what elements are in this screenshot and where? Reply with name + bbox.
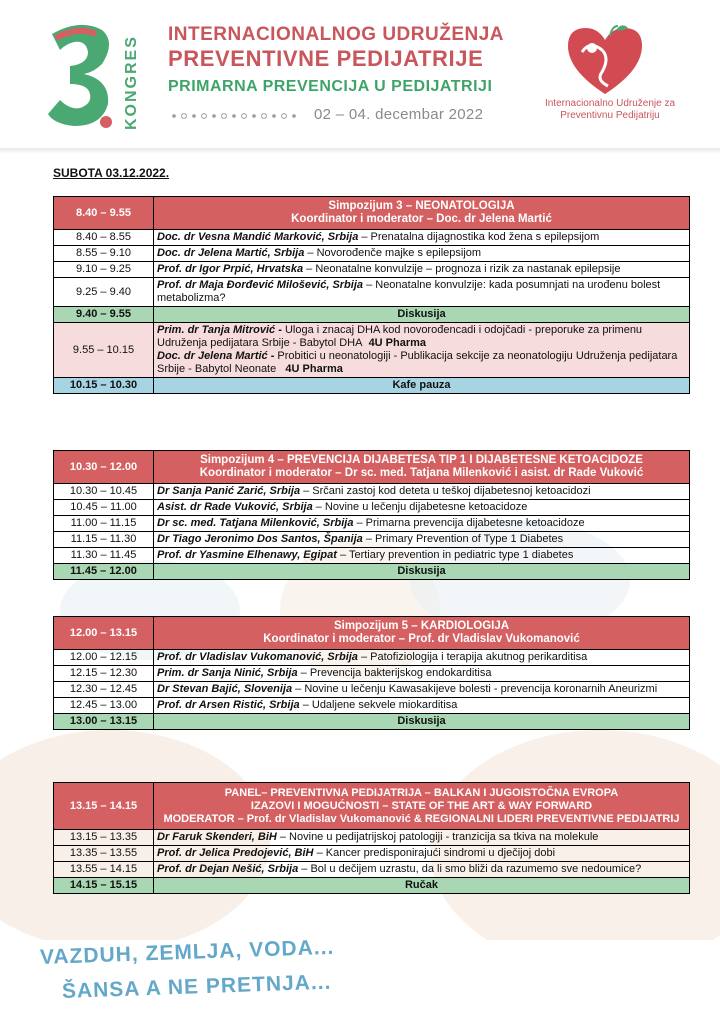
panel-moderator: MODERATOR – Prof. dr Vladislav Vukomanović & REGIONALNI LIDERI PREVENTIVNE PEDIJATRIJ: [163, 812, 680, 825]
symposium-moderator: Koordinator i moderator – Doc. dr Jelena Martić: [291, 213, 552, 225]
row-time: 14.15 – 15.15: [54, 878, 154, 894]
row-lecture: [154, 666, 690, 682]
discussion-row: [54, 714, 690, 730]
block-title: [154, 197, 690, 230]
discussion-row: [54, 564, 690, 580]
row-time: 11.45 – 12.00: [54, 564, 154, 580]
row-lecture: [154, 230, 690, 246]
discussion-row: [54, 307, 690, 323]
topic: – Neonatalne konvulzije: kada posumnjati na urođenu bolest metabolizma?: [157, 279, 661, 304]
table-row: [54, 682, 690, 698]
sponsor-company: 4U Pharma: [285, 363, 343, 375]
association-heart-logo: [562, 22, 648, 98]
symposium-title: Simpozijum 4 – PREVENCIJA DIJABETESA TIP 1 I DIJABETESNE KETOACIDOZE: [200, 454, 643, 466]
sponsor-company: 4U Pharma: [368, 337, 427, 349]
topic: – Tertiary prevention in pediatric type 1 diabetes: [336, 549, 574, 561]
congress-subtitle: PRIMARNA PREVENCIJA U PEDIJATRIJI: [168, 78, 493, 95]
table-row: [54, 698, 690, 714]
block-time: 12.00 – 13.15: [54, 617, 154, 650]
panel-header-row: [54, 783, 690, 830]
table-row: [54, 666, 690, 682]
topic: – Bol u dečijem uzrastu, da li smo bliži da razumemo sve nedoumice?: [298, 863, 642, 875]
topic: – Novine u pedijatrijskoj patologiji - tranzicija sa tkiva na molekule: [276, 831, 599, 843]
row-time: 13.55 – 14.15: [54, 862, 154, 878]
row-lecture: [154, 278, 690, 307]
speaker: Dr Stevan Bajić, Slovenija: [157, 683, 293, 695]
block-time: 13.15 – 14.15: [54, 783, 154, 830]
lunch-row: [54, 878, 690, 894]
break-row: [54, 378, 690, 394]
sponsored-lecture: [157, 324, 686, 350]
congress-dates: 02 – 04. decembar 2022: [314, 106, 484, 123]
discussion-label: Diskusija: [154, 714, 690, 730]
table-row: [54, 278, 690, 307]
discussion-label: Diskusija: [154, 564, 690, 580]
table-row: [54, 262, 690, 278]
row-time: 11.30 – 11.45: [54, 548, 154, 564]
row-time: 12.30 – 12.45: [54, 682, 154, 698]
sponsored-lecture: [157, 350, 686, 376]
congress-title-line1: INTERNACIONALNOG UDRUŽENJA: [168, 24, 504, 45]
topic: – Novine u lečenju Kawasakijeve bolesti - prevencija koronarnih Aneurizmi: [292, 683, 658, 695]
table-row: [54, 484, 690, 500]
discussion-label: Diskusija: [154, 307, 690, 323]
symposium-header-row: [54, 451, 690, 484]
topic: – Prevencija bakterijskog endokarditisa: [297, 667, 492, 679]
table-row: [54, 516, 690, 532]
association-name-line1: Internacionalno Udruženje za: [544, 98, 676, 109]
row-lecture: [154, 650, 690, 666]
topic: – Novine u lečenju dijabetesne ketoacidoze: [312, 501, 528, 513]
row-time: 10.30 – 10.45: [54, 484, 154, 500]
row-lecture: [154, 500, 690, 516]
symposium-title: Simpozijum 5 – KARDIOLOGIJA: [333, 620, 510, 632]
row-time: 13.00 – 13.15: [54, 714, 154, 730]
speaker: Doc. dr Jelena Martić, Srbija: [157, 247, 305, 259]
topic: – Prenatalna dijagnostika kod žena s epilepsijom: [358, 231, 600, 243]
symposium-title: Simpozijum 3 – NEONATOLOGIJA: [328, 200, 515, 212]
symposium-3-table: [53, 196, 690, 394]
symposium-5-table: [53, 616, 690, 730]
row-time: 13.35 – 13.55: [54, 846, 154, 862]
symposium-4-table: [53, 450, 690, 580]
symposium-moderator: Koordinator i moderator – Dr sc. med. Tatjana Milenković i asist. dr Rade Vuković: [199, 467, 644, 479]
row-time: 11.00 – 11.15: [54, 516, 154, 532]
day-title: SUBOTA 03.12.2022.: [53, 166, 170, 180]
row-time: 11.15 – 11.30: [54, 532, 154, 548]
row-time: 9.55 – 10.15: [54, 323, 154, 378]
block-title: [154, 617, 690, 650]
decorative-dots: [170, 111, 305, 121]
table-row: [54, 830, 690, 846]
speaker: Doc. dr Jelena Martić -: [157, 350, 275, 362]
row-time: 8.55 – 9.10: [54, 246, 154, 262]
kongres-vertical-text: [120, 22, 142, 132]
topic: – Patofiziologija i terapija akutnog perikarditisa: [357, 651, 588, 663]
panel-title: PANEL– PREVENTIVNA PEDIJATRIJA – BALKAN I JUGOISTOČNA EVROPA: [224, 786, 619, 799]
topic: – Primarna prevencija dijabetesne ketoacidoze: [353, 517, 585, 529]
row-time: 9.10 – 9.25: [54, 262, 154, 278]
row-lecture: [154, 862, 690, 878]
topic: – Neonatalne konvulzije – prognoza i rizik za nastanak epilepsije: [303, 263, 621, 275]
row-time: 12.00 – 12.15: [54, 650, 154, 666]
row-lecture: [154, 532, 690, 548]
row-time: 10.45 – 11.00: [54, 500, 154, 516]
speaker: Prof. dr Jelica Predojević, BiH: [157, 847, 314, 859]
row-lecture: [154, 846, 690, 862]
speaker: Dr sc. med. Tatjana Milenković, Srbija: [157, 517, 354, 529]
symposium-moderator: Koordinator i moderator – Prof. dr Vladislav Vukomanović: [263, 633, 580, 645]
speaker: Prof. dr Igor Prpić, Hrvatska: [157, 263, 304, 275]
speaker: Prof. dr Arsen Ristić, Srbija: [157, 699, 300, 711]
speaker: Doc. dr Vesna Mandić Marković, Srbija: [157, 231, 359, 243]
panel-table: [53, 782, 690, 894]
row-lecture: [154, 262, 690, 278]
topic: Uloga i znacaj DHA kod novorođencadi i odojčadi - preporuke za primenu Udruženja pedijatara Srbije - Babytol DHA: [157, 324, 643, 349]
break-label: Kafe pauza: [154, 378, 690, 394]
speaker: Prof. dr Vladislav Vukomanović, Srbija: [157, 651, 358, 663]
table-row: [54, 230, 690, 246]
topic: – Kancer predisponirajući sindromi u dječijoj dobi: [313, 847, 556, 859]
row-lecture: [154, 698, 690, 714]
block-title: [154, 783, 690, 830]
header: [0, 0, 720, 150]
header-divider: [0, 148, 720, 154]
speaker: Prof. dr Dejan Nešić, Srbija: [157, 863, 299, 875]
block-time: 10.30 – 12.00: [54, 451, 154, 484]
topic: – Srčani zastoj kod deteta u teškoj dijabetesnoj ketoacidozi: [300, 485, 591, 497]
row-time: 12.45 – 13.00: [54, 698, 154, 714]
row-lecture: [154, 484, 690, 500]
topic: Probitici u neonatologiji - Publikacija sekcije za neonatologiju Udruženja pedijatara Srbije - Babytol Neonate: [157, 350, 678, 375]
row-time: 9.25 – 9.40: [54, 278, 154, 307]
speaker: Prof. dr Maja Đorđević Milošević, Srbija: [157, 279, 364, 291]
table-row: [54, 500, 690, 516]
kongres-word: KONGRES: [123, 35, 140, 130]
row-lecture: [154, 548, 690, 564]
lunch-label: Ručak: [154, 878, 690, 894]
table-row: [54, 650, 690, 666]
sponsored-lectures: [154, 323, 690, 378]
sponsored-row: [54, 323, 690, 378]
table-row: [54, 246, 690, 262]
topic: – Primary Prevention of Type 1 Diabetes: [362, 533, 564, 545]
row-time: 12.15 – 12.30: [54, 666, 154, 682]
speaker: Prim. dr Sanja Ninić, Srbija: [157, 667, 298, 679]
table-row: [54, 862, 690, 878]
association-name: [540, 98, 680, 122]
table-row: [54, 846, 690, 862]
speaker: Asist. dr Rade Vuković, Srbija: [157, 501, 313, 513]
speaker: Prof. dr Yasmine Elhenawy, Egipat: [157, 549, 337, 561]
row-time: 9.40 – 9.55: [54, 307, 154, 323]
table-row: [54, 548, 690, 564]
row-lecture: [154, 246, 690, 262]
table-row: [54, 532, 690, 548]
row-time: 10.15 – 10.30: [54, 378, 154, 394]
symposium-header-row: [54, 617, 690, 650]
congress-number-3-logo: [44, 18, 116, 130]
speaker: Dr Sanja Panić Zarić, Srbija: [157, 485, 301, 497]
slogan-line2: ŠANSA A NE PRETNJA...: [61, 970, 332, 1003]
block-time: 8.40 – 9.55: [54, 197, 154, 230]
congress-title-line2: PREVENTIVNE PEDIJATRIJE: [168, 46, 484, 71]
row-lecture: [154, 830, 690, 846]
row-time: 8.40 – 8.55: [54, 230, 154, 246]
speaker: Prim. dr Tanja Mitrović -: [157, 324, 282, 336]
panel-title-2: IZAZOVI I MOGUĆNOSTI – STATE OF THE ART & WAY FORWARD: [250, 799, 593, 812]
row-lecture: [154, 682, 690, 698]
topic: – Novorođenče majke s epilepsijom: [304, 247, 482, 259]
slogan-line1: VAZDUH, ZEMLJA, VODA...: [39, 935, 335, 969]
speaker: Dr Tiago Jeronimo Dos Santos, Španija: [157, 533, 363, 545]
row-lecture: [154, 516, 690, 532]
symposium-header-row: [54, 197, 690, 230]
row-time: 13.15 – 13.35: [54, 830, 154, 846]
association-name-line2: Preventivnu Pedijatriju: [560, 110, 660, 121]
speaker: Dr Faruk Skenderi, BiH: [157, 831, 277, 843]
topic: – Udaljene sekvele miokarditisa: [299, 699, 458, 711]
block-title: [154, 451, 690, 484]
